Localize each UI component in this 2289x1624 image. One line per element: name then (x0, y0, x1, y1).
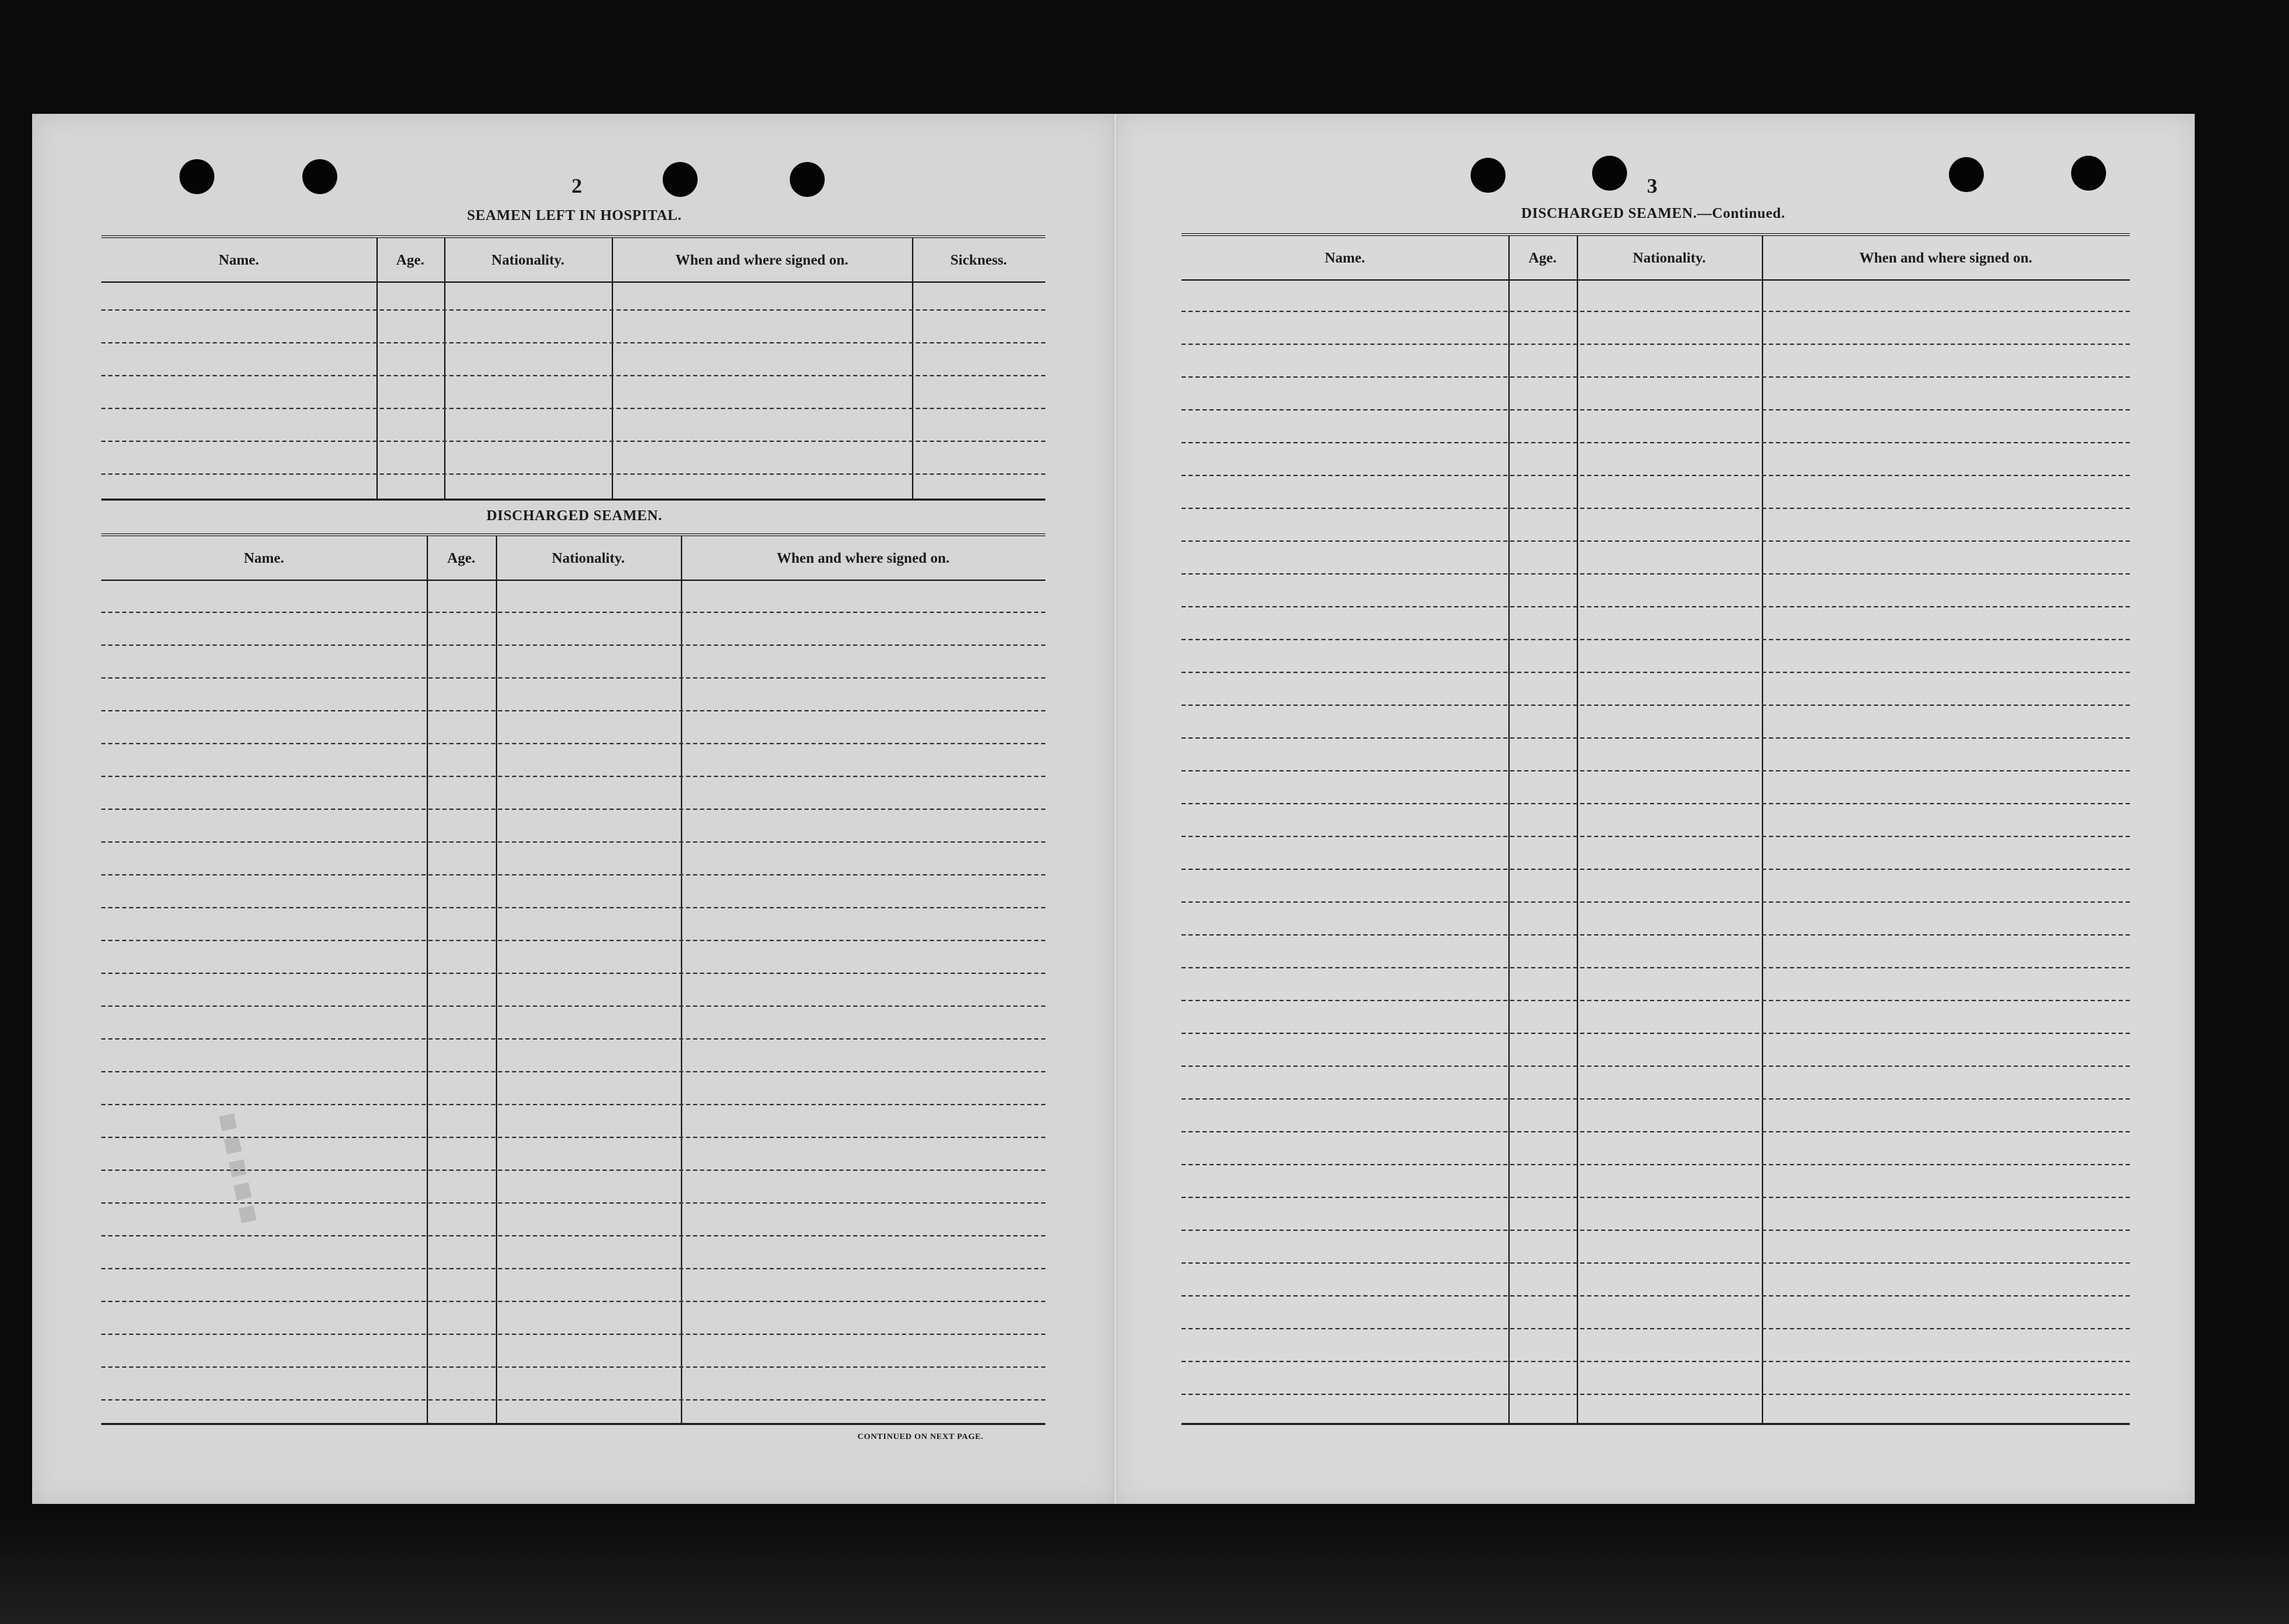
column-header-when-where: When and where signed on. (675, 251, 848, 268)
continued-note: CONTINUED ON NEXT PAGE. (858, 1431, 984, 1441)
entry-line (1182, 1164, 2130, 1165)
punch-hole (2071, 156, 2106, 191)
bleed-through-stamp: ▪▪▪▪▪ (205, 1105, 275, 1230)
punch-hole (179, 159, 214, 194)
entry-line (101, 1301, 1045, 1302)
entry-line (101, 1005, 1045, 1007)
entry-line (1182, 376, 2130, 378)
punch-hole (790, 162, 825, 197)
entry-line (1182, 672, 2130, 673)
entry-line (1182, 1197, 2130, 1198)
entry-line (101, 874, 1045, 876)
column-divider (612, 238, 613, 499)
column-divider (376, 238, 378, 499)
column-header-age: Age. (396, 251, 425, 268)
column-header-name: Name. (1325, 249, 1365, 266)
entry-line (1182, 869, 2130, 870)
entry-line (101, 473, 1045, 475)
hospital-table (101, 235, 1045, 501)
entry-line (101, 1399, 1045, 1401)
column-header-name: Name. (244, 549, 284, 566)
entry-line (101, 1071, 1045, 1072)
column-header-nationality: Nationality. (491, 251, 565, 268)
column-header-age: Age. (447, 549, 476, 566)
punch-hole (1949, 157, 1984, 192)
entry-line (1182, 508, 2130, 509)
punch-hole (302, 159, 337, 194)
column-divider (1577, 236, 1578, 1423)
entry-line (101, 1366, 1045, 1368)
column-divider (444, 238, 446, 499)
column-divider (1508, 236, 1510, 1423)
entry-line (1182, 639, 2130, 640)
column-divider (681, 536, 682, 1423)
entry-line (1182, 573, 2130, 575)
entry-line (1182, 344, 2130, 345)
entry-line (101, 743, 1045, 744)
entry-line (101, 1202, 1045, 1204)
entry-line (101, 644, 1045, 646)
entry-line (101, 809, 1045, 810)
page-number: 2 (571, 175, 582, 198)
entry-line (101, 441, 1045, 442)
entry-line (101, 710, 1045, 711)
scan-background (0, 1512, 2289, 1624)
entry-line (1182, 704, 2130, 706)
entry-line (101, 940, 1045, 941)
entry-line (1182, 311, 2130, 312)
column-header-age: Age. (1528, 249, 1557, 266)
entry-line (101, 375, 1045, 376)
page-gutter (1113, 114, 1117, 1504)
entry-line (1182, 1295, 2130, 1297)
punch-hole (1592, 156, 1627, 191)
entry-line (101, 1235, 1045, 1237)
discharged-section-title: DISCHARGED SEAMEN. (486, 507, 663, 524)
punch-hole (663, 162, 698, 197)
entry-line (1182, 1361, 2130, 1362)
entry-line (1182, 606, 2130, 607)
entry-line (101, 342, 1045, 344)
entry-line (101, 1268, 1045, 1269)
entry-line (1182, 1098, 2130, 1100)
hospital-section-title: SEAMEN LEFT IN HOSPITAL. (466, 207, 682, 223)
column-header-when-where: When and where signed on. (777, 549, 950, 566)
entry-line (101, 1169, 1045, 1171)
entry-line (101, 1334, 1045, 1335)
discharged-table (101, 533, 1045, 1425)
entry-line (1182, 934, 2130, 936)
entry-line (1182, 1230, 2130, 1231)
column-header-when-where: When and where signed on. (1859, 249, 2033, 266)
entry-line (1182, 540, 2130, 542)
entry-line (1182, 1000, 2130, 1001)
column-header-nationality: Nationality. (1633, 249, 1706, 266)
entry-line (1182, 967, 2130, 968)
entry-line (1182, 1131, 2130, 1132)
entry-line (101, 1038, 1045, 1040)
column-header-sickness: Sickness. (950, 251, 1008, 268)
page-number: 3 (1647, 175, 1658, 198)
entry-line (1182, 901, 2130, 903)
entry-line (1182, 409, 2130, 411)
column-divider (427, 536, 428, 1423)
entry-line (101, 1104, 1045, 1105)
column-divider (496, 536, 497, 1423)
entry-line (1182, 1033, 2130, 1034)
column-header-nationality: Nationality. (552, 549, 625, 566)
entry-line (1182, 803, 2130, 804)
entry-line (1182, 475, 2130, 476)
column-header-name: Name. (219, 251, 259, 268)
discharged-continued-table (1182, 233, 2130, 1425)
entry-line (1182, 442, 2130, 443)
entry-line (1182, 1328, 2130, 1329)
entry-line (101, 677, 1045, 679)
header-rule (1182, 279, 2130, 281)
column-divider (912, 238, 913, 499)
entry-line (1182, 1262, 2130, 1264)
entry-line (101, 973, 1045, 974)
entry-line (101, 612, 1045, 613)
punch-hole (1471, 158, 1506, 193)
entry-line (101, 408, 1045, 409)
entry-line (1182, 836, 2130, 837)
entry-line (101, 841, 1045, 843)
entry-line (1182, 1065, 2130, 1067)
entry-line (101, 309, 1045, 311)
header-rule (101, 281, 1045, 283)
entry-line (101, 776, 1045, 777)
entry-line (1182, 1394, 2130, 1395)
entry-line (1182, 737, 2130, 739)
column-divider (1762, 236, 1763, 1423)
entry-line (1182, 770, 2130, 772)
discharged-continued-title: DISCHARGED SEAMEN.—Continued. (1521, 205, 1786, 221)
entry-line (101, 907, 1045, 908)
entry-line (101, 1137, 1045, 1138)
header-rule (101, 580, 1045, 581)
